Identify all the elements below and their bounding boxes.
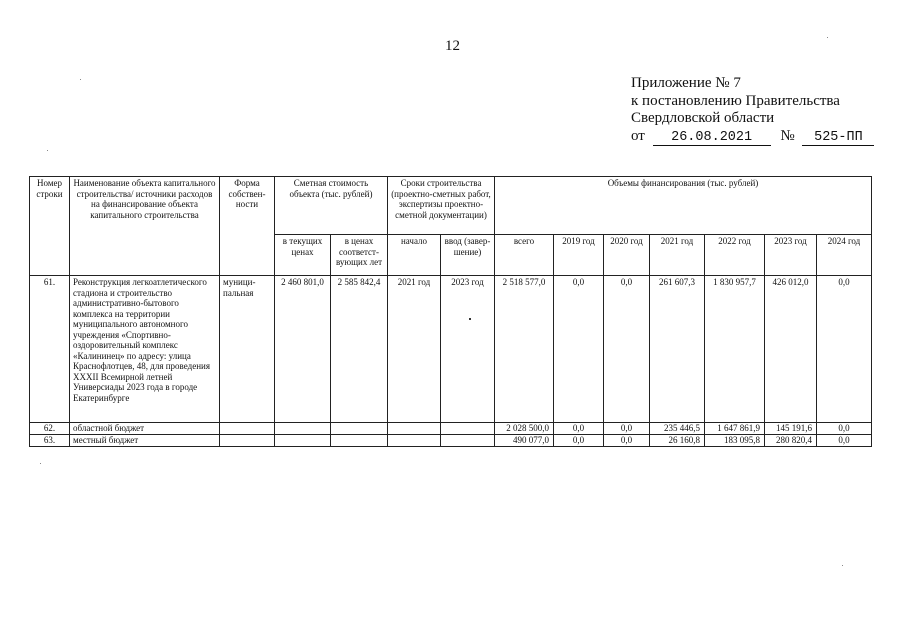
header-estimated-cost: Сметная стоимость объекта (тыс. рублей) (275, 177, 388, 235)
financing-2020: 0,0 (604, 435, 650, 447)
start-year (388, 435, 441, 447)
financing-2023: 280 820,4 (765, 435, 817, 447)
object-name: местный бюджет (70, 435, 220, 447)
ownership-form (220, 423, 275, 435)
financing-2024: 0,0 (817, 435, 872, 447)
header-start: начало (388, 235, 441, 276)
financing-2022: 183 095,8 (705, 435, 765, 447)
cost-actual-prices (331, 423, 388, 435)
header-completion: ввод (завер-шение) (441, 235, 495, 276)
from-label: от (631, 127, 645, 144)
object-name: Реконструкция легкоатлетического стадиона и строительство административно-бытового комплекса на территории муниципального автономного учреждения «Спортивно-оздоровительный комплекс «Калининец» по адресу: улица Краснофлотцев, 48, для проведения XXXII Всемирной летней Универсиады 2023 года в городе Екатеринбурге (70, 276, 220, 423)
financing-2019: 0,0 (554, 423, 604, 435)
cost-current-prices (275, 423, 331, 435)
scan-speck (47, 150, 48, 151)
row-number: 61. (30, 276, 70, 423)
header-name: Наименование объекта капитального строительства/ источники расходов на финансирование объекта капитального строительства (70, 177, 220, 276)
row-number: 63. (30, 435, 70, 447)
appendix-date-number (631, 128, 874, 146)
ownership-form (220, 435, 275, 447)
cost-current-prices (275, 435, 331, 447)
start-year (388, 423, 441, 435)
financing-total: 2 518 577,0 (495, 276, 554, 423)
scan-speck (40, 463, 41, 464)
appendix-reference: к постановлению Правительства (631, 92, 840, 109)
header-current-prices: в текущих ценах (275, 235, 331, 276)
header-2022: 2022 год (705, 235, 765, 276)
header-2024: 2024 год (817, 235, 872, 276)
header-2019: 2019 год (554, 235, 604, 276)
financing-2021: 235 446,5 (650, 423, 705, 435)
appendix-title: Приложение № 7 (631, 75, 741, 91)
header-row-number: Номер строки (30, 177, 70, 276)
number-label: № (780, 127, 795, 144)
completion-year: 2023 год (441, 276, 495, 423)
financing-2024: 0,0 (817, 276, 872, 423)
financing-2024: 0,0 (817, 423, 872, 435)
financing-2020: 0,0 (604, 423, 650, 435)
financing-2019: 0,0 (554, 276, 604, 423)
financing-2023: 426 012,0 (765, 276, 817, 423)
start-year: 2021 год (388, 276, 441, 423)
header-actual-prices: в ценах соответст-вующих лет (331, 235, 388, 276)
table-row (30, 435, 872, 447)
resolution-date: 26.08.2021 (653, 130, 771, 146)
financing-2022: 1 830 957,7 (705, 276, 765, 423)
financing-2021: 26 160,8 (650, 435, 705, 447)
scan-speck (827, 37, 828, 38)
financing-2021: 261 607,3 (650, 276, 705, 423)
appendix-header (631, 75, 874, 146)
appendix-region: Свердловской области (631, 110, 775, 126)
header-2023: 2023 год (765, 235, 817, 276)
financing-2023: 145 191,6 (765, 423, 817, 435)
header-financing: Объемы финансирования (тыс. рублей) (495, 177, 872, 235)
financing-2022: 1 647 861,9 (705, 423, 765, 435)
header-total: всего (495, 235, 554, 276)
financing-2019: 0,0 (554, 435, 604, 447)
financing-table (29, 176, 872, 447)
financing-total: 2 028 500,0 (495, 423, 554, 435)
cost-current-prices: 2 460 801,0 (275, 276, 331, 423)
scan-speck (80, 79, 81, 80)
header-timeline: Сроки строительства (проектно-сметных работ, экспертизы проектно-сметной документации) (388, 177, 495, 235)
scan-speck (842, 565, 843, 566)
completion-year (441, 423, 495, 435)
table-row (30, 423, 872, 435)
ownership-form: муници-пальная (220, 276, 275, 423)
header-2020: 2020 год (604, 235, 650, 276)
table-header-row-1 (30, 177, 872, 235)
header-2021: 2021 год (650, 235, 705, 276)
header-ownership: Форма собствен-ности (220, 177, 275, 276)
resolution-number: 525-ПП (802, 130, 874, 146)
cost-actual-prices (331, 435, 388, 447)
completion-year (441, 435, 495, 447)
row-number: 62. (30, 423, 70, 435)
financing-total: 490 077,0 (495, 435, 554, 447)
table-row (30, 276, 872, 423)
financing-2020: 0,0 (604, 276, 650, 423)
page-number: 12 (445, 38, 460, 54)
cost-actual-prices: 2 585 842,4 (331, 276, 388, 423)
scan-speck (469, 318, 471, 320)
object-name: областной бюджет (70, 423, 220, 435)
